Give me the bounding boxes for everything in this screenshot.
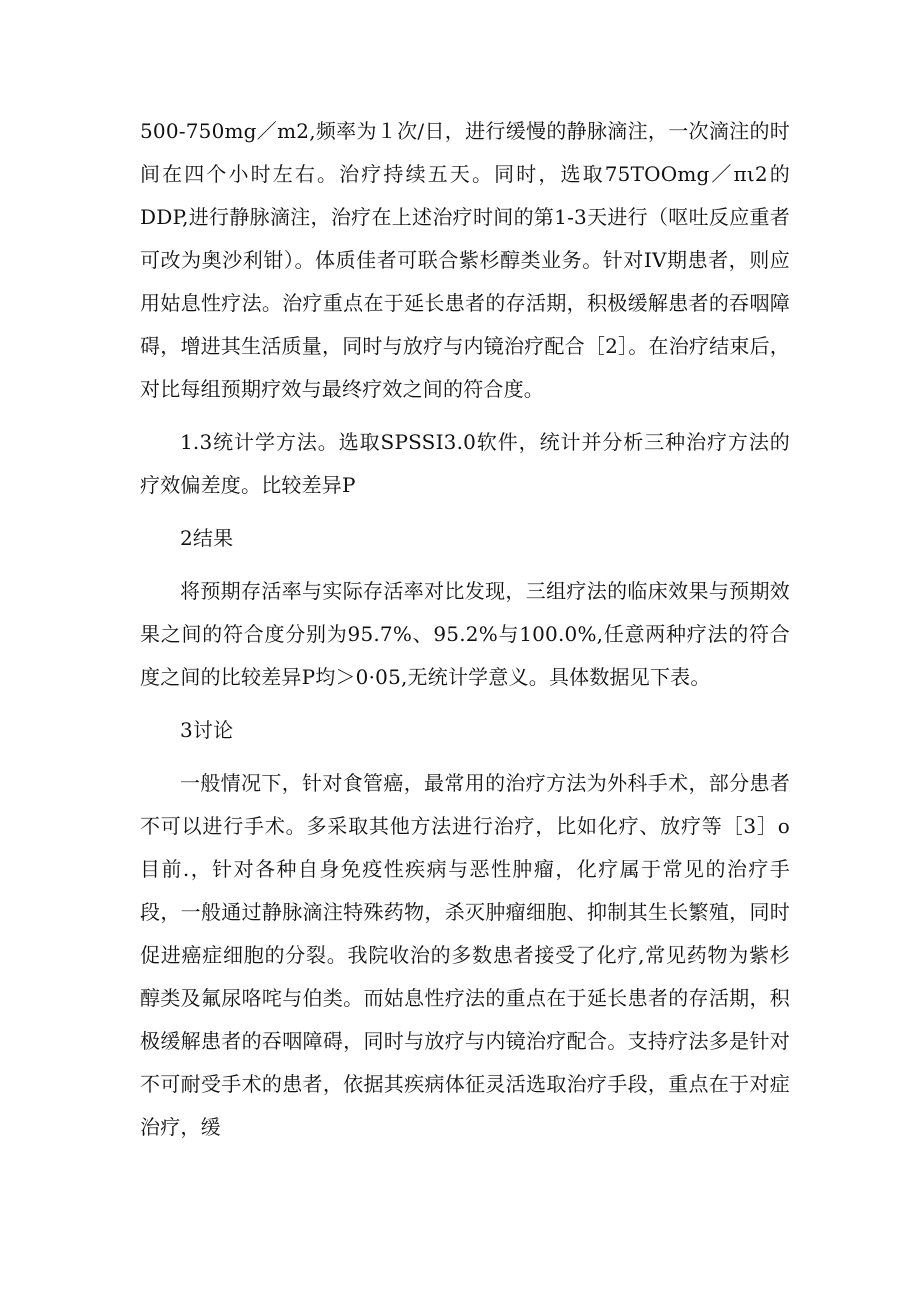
section-heading-results: 2结果 <box>180 526 234 550</box>
page-content <box>140 110 790 1159</box>
paragraph-treatment-protocol: 500-750mg／m2,频率为１次/日，进行缓慢的静脉滴注，一次滴注的时间在四个小时左右。治疗持续五天。同时，选取75TOOmg／πι2的DDP,进行静脉滴注，治疗在上述治疗时间的第1-3天进行（呕吐反应重者可改为奥沙利钳）。体质佳者可联合紫杉醇类业务。针对IV期患者，则应用姑息性疗法。治疗重点在于延长患者的存活期，积极缓解患者的吞咽障碍，增进其生活质量，同时与放疗与内镜治疗配合［2］。在治疗结束后，对比每组预期疗效与最终疗效之间的符合度。 <box>140 119 790 401</box>
section-heading-discussion: 3讨论 <box>180 718 234 742</box>
paragraph-results: 将预期存活率与实际存活率对比发现，三组疗法的临床效果与预期效果之间的符合度分别为95.7%、95.2%与100.0%,任意两种疗法的符合度之间的比较差异P均＞0·05,无统计学意义。具体数据见下表。 <box>140 579 790 689</box>
paragraph-discussion: 一般情况下，针对食管癌，最常用的治疗方法为外科手术，部分患者不可以进行手术。多采取其他方法进行治疗，比如化疗、放疗等［3］o目前.，针对各种自身免疫性疾病与恶性肿瘤，化疗属于常见的治疗手段，一般通过静脉滴注特殊药物，杀灭肿瘤细胞、抑制其生长繁殖，同时促进癌症细胞的分裂。我院收治的多数患者接受了化疗,常见药物为紫杉醇类及氟尿咯咤与伯类。而姑息性疗法的重点在于延长患者的存活期，积极缓解患者的吞咽障碍，同时与放疗与内镜治疗配合。支持疗法多是针对不可耐受手术的患者，依据其疾病体征灵活选取治疗手段，重点在于对症治疗，缓 <box>140 771 790 1139</box>
paragraph-statistical-method: 1.3统计学方法。选取SPSSI3.0软件，统计并分析三种治疗方法的疗效偏差度。比较差异P <box>140 430 790 497</box>
